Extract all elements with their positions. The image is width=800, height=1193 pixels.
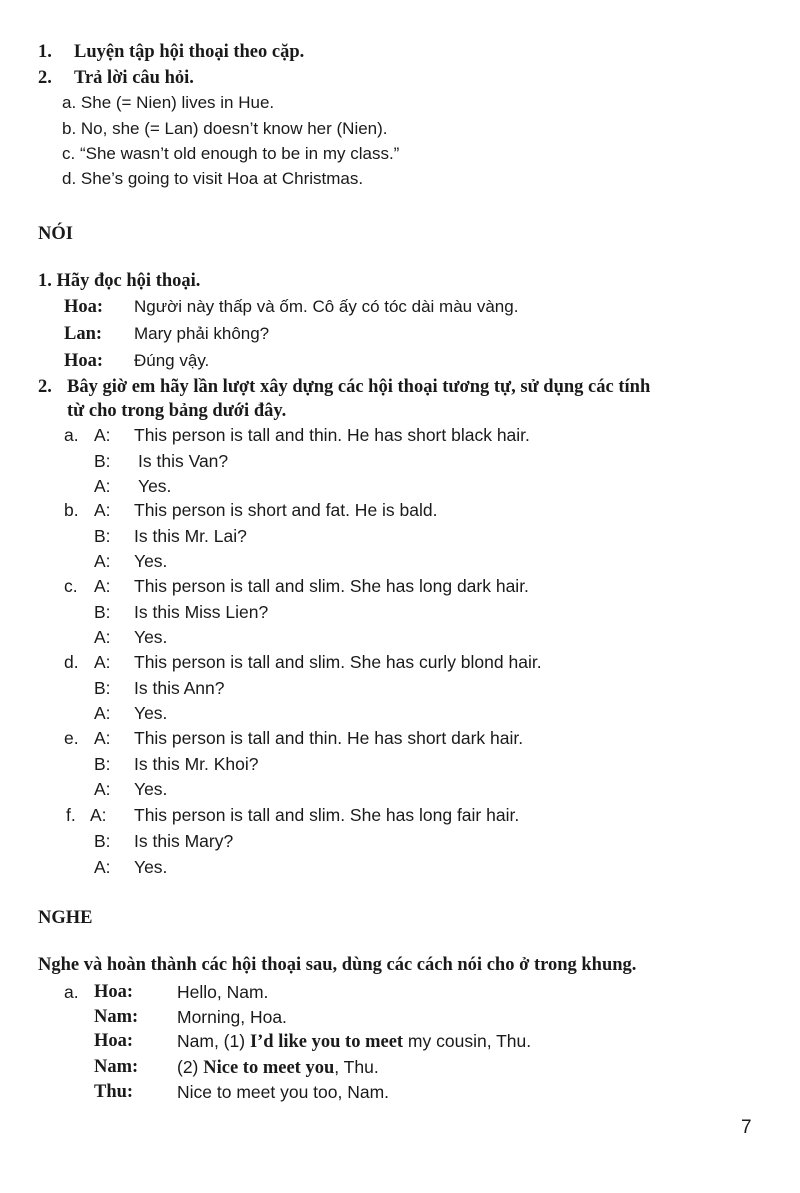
dialogue-line: Mary phải không? — [134, 324, 270, 343]
dialogue-line: (2) Nice to meet you, Thu. — [177, 1057, 379, 1078]
speaker-label: B: — [94, 602, 111, 622]
dialogue-line: Morning, Hoa. — [177, 1007, 287, 1027]
dialogue-line: Yes. — [134, 627, 168, 647]
dialogue-line: This person is tall and thin. He has short black hair. — [134, 425, 530, 445]
exercise-label: f. — [66, 805, 76, 825]
dialogue-line: Nice to meet you too, Nam. — [177, 1082, 390, 1102]
answer-line: b. No, she (= Lan) doesn’t know her (Nien). — [62, 119, 388, 138]
dialogue-line: This person is tall and slim. She has curly blond hair. — [134, 652, 542, 672]
dialogue-line: Is this Miss Lien? — [134, 602, 269, 622]
speaker-label: A: — [90, 805, 107, 825]
section-heading-noi: NÓI — [38, 224, 73, 244]
speaker-label: Hoa: — [64, 351, 104, 371]
dialogue-line: Yes. — [134, 703, 168, 723]
speaker-label: Hoa: — [64, 297, 104, 317]
dialogue-line: Yes. — [134, 551, 168, 571]
dialogue-line: Hello, Nam. — [177, 982, 269, 1002]
task-instruction: từ cho trong bảng dưới đây. — [67, 401, 287, 421]
dialogue-line: Is this Mr. Lai? — [134, 526, 247, 546]
exercise-label: d. — [64, 652, 79, 672]
page-number: 7 — [741, 1117, 752, 1138]
dialogue-line: Yes. — [134, 779, 168, 799]
dialogue-line: This person is tall and thin. He has short dark hair. — [134, 728, 524, 748]
dialogue-line: Is this Mary? — [134, 831, 234, 851]
speaker-label: A: — [94, 728, 111, 748]
speaker-label: Hoa: — [94, 1031, 134, 1051]
answer-line: c. “She wasn’t old enough to be in my class.” — [62, 144, 400, 163]
dialogue-line: This person is tall and slim. She has long fair hair. — [134, 805, 520, 825]
exercise-label: e. — [64, 728, 79, 748]
speaker-label: A: — [94, 652, 111, 672]
dialogue-line: Nam, (1) I’d like you to meet my cousin, Thu. — [177, 1031, 532, 1052]
task-instruction: Bây giờ em hãy lần lượt xây dựng các hội thoại tương tự, sử dụng các tính — [67, 377, 651, 397]
exercise-label: a. — [64, 425, 79, 445]
speaker-label: Nam: — [94, 1007, 139, 1027]
speaker-label: A: — [94, 551, 111, 571]
exercise-label: b. — [64, 500, 79, 520]
speaker-label: B: — [94, 831, 111, 851]
dialogue-line: Yes. — [138, 476, 172, 496]
dialogue-line: Yes. — [134, 857, 168, 877]
speaker-label: Lan: — [64, 324, 103, 344]
item-number: 1. — [38, 42, 52, 62]
speaker-label: A: — [94, 576, 111, 596]
answer-line: d. She’s going to visit Hoa at Christmas. — [62, 169, 364, 188]
exercise-label: a. — [64, 982, 79, 1002]
speaker-label: A: — [94, 703, 111, 723]
speaker-label: B: — [94, 526, 111, 546]
speaker-label: A: — [94, 857, 111, 877]
dialogue-line: This person is short and fat. He is bald. — [134, 500, 438, 520]
dialogue-line: Đúng vậy. — [134, 351, 210, 370]
answer-line: a. She (= Nien) lives in Hue. — [62, 93, 275, 112]
speaker-label: Thu: — [94, 1082, 134, 1102]
task-title: 1. Hãy đọc hội thoại. — [38, 271, 201, 291]
dialogue-line: Is this Ann? — [134, 678, 225, 698]
task-instruction: Nghe và hoàn thành các hội thoại sau, dùng các cách nói cho ở trong khung. — [38, 955, 637, 975]
dialogue-line: This person is tall and slim. She has long dark hair. — [134, 576, 529, 596]
dialogue-line: Is this Van? — [138, 451, 229, 471]
item-title: Luyện tập hội thoại theo cặp. — [74, 42, 305, 62]
exercise-label: c. — [64, 576, 78, 596]
section-heading-nghe: NGHE — [38, 908, 93, 928]
speaker-label: B: — [94, 678, 111, 698]
item-number: 2. — [38, 68, 52, 88]
speaker-label: Hoa: — [94, 982, 134, 1002]
speaker-label: A: — [94, 627, 111, 647]
speaker-label: A: — [94, 425, 111, 445]
speaker-label: Nam: — [94, 1057, 139, 1077]
task-number: 2. — [38, 377, 52, 397]
item-title: Trả lời câu hỏi. — [74, 68, 194, 88]
speaker-label: A: — [94, 779, 111, 799]
speaker-label: A: — [94, 476, 111, 496]
speaker-label: A: — [94, 500, 111, 520]
speaker-label: B: — [94, 754, 111, 774]
dialogue-line: Is this Mr. Khoi? — [134, 754, 259, 774]
dialogue-line: Người này thấp và ốm. Cô ấy có tóc dài màu vàng. — [134, 297, 519, 316]
speaker-label: B: — [94, 451, 111, 471]
